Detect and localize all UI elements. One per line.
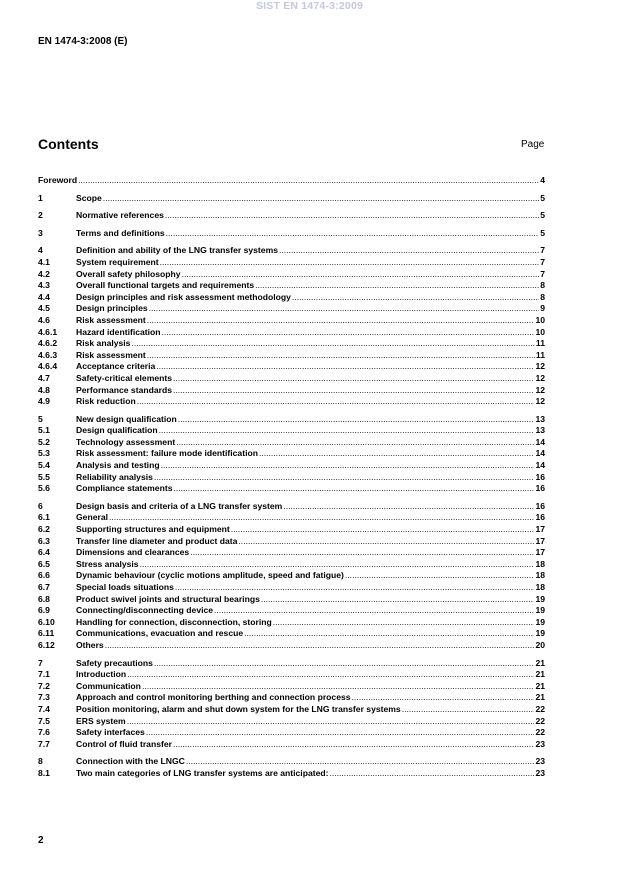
toc-entry-title: Two main categories of LNG transfer systems are anticipated:: [76, 767, 329, 778]
toc-entry-page: 16: [535, 512, 545, 523]
toc-entry[interactable]: [38, 385, 545, 397]
toc-entry-page: 5: [540, 192, 545, 203]
toc-entry-title: Normative references: [76, 210, 164, 221]
toc-entry[interactable]: [38, 658, 545, 670]
toc-entry-number: 6.6: [38, 570, 50, 581]
toc-entry-title: Reliability analysis: [76, 471, 153, 482]
toc-dot-leader: [137, 396, 535, 408]
toc-entry-number: 4.1: [38, 256, 50, 267]
toc-entry[interactable]: [38, 350, 545, 362]
toc-entry-page: 12: [535, 396, 545, 407]
toc-entry[interactable]: [38, 739, 545, 751]
toc-entry-title: Supporting structures and equipment: [76, 524, 230, 535]
toc-entry-title: New design qualification: [76, 413, 177, 424]
toc-entry-number: 5.1: [38, 425, 50, 436]
toc-section: [38, 414, 545, 495]
toc-entry-number: 4.6.1: [38, 326, 58, 337]
toc-entry-number: 4.3: [38, 280, 50, 291]
toc-entry-page: 5: [540, 227, 545, 238]
toc-entry[interactable]: [38, 640, 545, 652]
toc-entry-number: 4.9: [38, 396, 50, 407]
toc-entry-title: Design qualification: [76, 425, 158, 436]
toc-entry-page: 9: [540, 303, 545, 314]
toc-dot-leader: [283, 501, 534, 513]
toc-entry-number: 5.4: [38, 460, 50, 471]
toc-entry-title: Stress analysis: [76, 558, 139, 569]
toc-entry[interactable]: [38, 315, 545, 327]
toc-entry-title: Connection with the LNGC: [76, 756, 185, 767]
toc-dot-leader: [142, 681, 535, 693]
toc-entry-number: 6.9: [38, 605, 50, 616]
toc-entry[interactable]: [38, 727, 545, 739]
toc-entry-title: Risk assessment: failure mode identification: [76, 448, 258, 459]
toc-entry[interactable]: [38, 303, 545, 315]
toc-entry[interactable]: [38, 175, 545, 187]
toc-entry[interactable]: [38, 669, 545, 681]
toc-entry-number: 6.5: [38, 558, 50, 569]
toc-entry-page: 7: [540, 245, 545, 256]
toc-entry-page: 8: [540, 291, 545, 302]
toc-dot-leader: [173, 373, 534, 385]
toc-entry[interactable]: [38, 559, 545, 571]
toc-entry-page: 23: [535, 756, 545, 767]
toc-entry-title: Introduction: [76, 669, 127, 680]
toc-entry-page: 19: [535, 628, 545, 639]
toc-entry-page: 7: [540, 256, 545, 267]
toc-entry-title: General: [76, 512, 109, 523]
toc-entry-title: Foreword: [38, 175, 78, 185]
toc-entry-number: 4: [38, 245, 43, 256]
toc-dot-leader: [329, 768, 534, 780]
toc-dot-leader: [176, 437, 534, 449]
toc-dot-leader: [402, 704, 535, 716]
toc-entry-number: 1: [38, 192, 43, 203]
toc-entry-number: 8: [38, 756, 43, 767]
document-id: EN 1474-3:2008 (E): [38, 36, 128, 47]
toc-dot-leader: [175, 582, 535, 594]
toc-entry-title: Design principles: [76, 303, 148, 314]
toc-entry-page: 8: [540, 280, 545, 291]
toc-entry[interactable]: [38, 210, 545, 222]
toc-entry-page: 12: [535, 384, 545, 395]
toc-section: [38, 210, 545, 222]
toc-entry[interactable]: [38, 768, 545, 780]
toc-entry-page: 11: [535, 338, 545, 349]
toc-entry[interactable]: [38, 245, 545, 257]
toc-dot-leader: [103, 193, 539, 205]
toc-dot-leader: [244, 628, 534, 640]
toc-dot-leader: [166, 228, 540, 240]
toc-dot-leader: [147, 315, 535, 327]
toc-entry[interactable]: [38, 582, 545, 594]
toc-dot-leader: [231, 524, 535, 536]
toc-entry-page: 19: [535, 593, 545, 604]
toc-dot-leader: [345, 570, 535, 582]
toc-entry[interactable]: [38, 716, 545, 728]
toc-entry-number: 5.5: [38, 471, 50, 482]
toc-entry[interactable]: [38, 605, 545, 617]
toc-entry-title: Performance standards: [76, 384, 172, 395]
toc-entry-page: 7: [540, 268, 545, 279]
toc-entry-page: 13: [535, 425, 545, 436]
toc-entry-page: 22: [535, 703, 545, 714]
toc-section: [38, 658, 545, 751]
toc-entry[interactable]: [38, 756, 545, 768]
toc-entry-title: Acceptance criteria: [76, 361, 156, 372]
toc-entry-number: 5.6: [38, 483, 50, 494]
toc-entry-page: 18: [535, 570, 545, 581]
toc-entry-number: 5.3: [38, 448, 50, 459]
toc-entry-page: 21: [535, 680, 545, 691]
toc-entry-number: 2: [38, 210, 43, 221]
toc-entry-title: Risk analysis: [76, 338, 131, 349]
toc-entry-number: 7.3: [38, 692, 50, 703]
toc-entry-page: 17: [535, 547, 545, 558]
toc-entry-page: 21: [535, 657, 545, 668]
toc-entry[interactable]: [38, 257, 545, 269]
table-of-contents: [38, 175, 545, 786]
toc-dot-leader: [149, 303, 540, 315]
toc-entry[interactable]: [38, 628, 545, 640]
toc-entry-page: 20: [535, 639, 545, 650]
toc-entry-page: 4: [540, 175, 545, 185]
toc-entry-title: Transfer line diameter and product data: [76, 535, 238, 546]
toc-entry-title: Overall functional targets and requirements: [76, 280, 255, 291]
toc-entry[interactable]: [38, 327, 545, 339]
toc-entry-page: 22: [535, 727, 545, 738]
toc-entry-number: 6.4: [38, 547, 50, 558]
toc-entry[interactable]: [38, 692, 545, 704]
toc-entry[interactable]: [38, 396, 545, 408]
toc-entry-page: 18: [535, 558, 545, 569]
toc-entry-page: 14: [535, 448, 545, 459]
toc-entry-title: Overall safety philosophy: [76, 268, 181, 279]
toc-entry-title: Dimensions and clearances: [76, 547, 190, 558]
toc-dot-leader: [261, 594, 535, 606]
toc-entry-number: 5: [38, 413, 43, 424]
toc-dot-leader: [238, 536, 534, 548]
toc-entry-page: 22: [535, 715, 545, 726]
toc-entry-title: ERS system: [76, 715, 126, 726]
toc-entry-page: 19: [535, 616, 545, 627]
toc-entry[interactable]: [38, 448, 545, 460]
toc-entry-page: 17: [535, 535, 545, 546]
toc-entry-title: Safety-critical elements: [76, 372, 173, 383]
toc-entry-page: 19: [535, 605, 545, 616]
toc-entry-title: Design principles and risk assessment methodology: [76, 291, 291, 302]
toc-entry[interactable]: [38, 483, 545, 495]
toc-entry-number: 4.6: [38, 314, 50, 325]
toc-entry-number: 5.2: [38, 436, 50, 447]
toc-entry-title: Position monitoring, alarm and shut down system for the LNG transfer systems: [76, 703, 401, 714]
toc-entry-number: 6.8: [38, 593, 50, 604]
toc-entry-number: 6.3: [38, 535, 50, 546]
page-number: 2: [38, 835, 44, 846]
toc-entry-page: 12: [535, 361, 545, 372]
toc-dot-leader: [147, 350, 535, 362]
toc-entry-page: 18: [535, 582, 545, 592]
toc-dot-leader: [162, 327, 535, 339]
toc-section: [38, 756, 545, 779]
toc-entry-number: 7.7: [38, 738, 50, 749]
toc-entry-page: 11: [535, 349, 545, 360]
toc-dot-leader: [182, 269, 540, 281]
toc-dot-leader: [146, 727, 535, 739]
toc-entry-page: 16: [535, 483, 545, 494]
toc-entry-title: Others: [76, 639, 104, 650]
toc-entry-page: 23: [535, 767, 545, 778]
toc-entry-title: Terms and definitions: [76, 227, 165, 238]
toc-entry[interactable]: [38, 437, 545, 449]
toc-dot-leader: [109, 512, 534, 524]
toc-entry[interactable]: [38, 373, 545, 385]
toc-entry-title: Definition and ability of the LNG transfer systems: [76, 245, 278, 256]
toc-dot-leader: [160, 257, 540, 269]
toc-dot-leader: [292, 292, 539, 304]
toc-dot-leader: [127, 669, 534, 681]
toc-entry-title: Safety interfaces: [76, 727, 145, 738]
toc-section: [38, 175, 545, 187]
toc-entry-title: Communications, evacuation and rescue: [76, 628, 244, 639]
toc-dot-leader: [127, 716, 535, 728]
toc-entry[interactable]: [38, 594, 545, 606]
toc-entry-title: Risk reduction: [76, 396, 136, 407]
watermark-text: SIST EN 1474-3:2009: [255, 0, 364, 12]
toc-section: [38, 228, 545, 240]
toc-entry-number: 7.5: [38, 715, 50, 726]
toc-entry-number: 6.11: [38, 628, 55, 639]
toc-entry-page: 17: [535, 524, 545, 535]
toc-entry[interactable]: [38, 536, 545, 548]
toc-entry[interactable]: [38, 547, 545, 559]
toc-entry[interactable]: [38, 472, 545, 484]
toc-dot-leader: [255, 280, 539, 292]
toc-dot-leader: [159, 425, 535, 437]
toc-entry-number: 4.6.2: [38, 338, 58, 349]
toc-section: [38, 245, 545, 407]
toc-entry[interactable]: [38, 361, 545, 373]
toc-entry-number: 7.4: [38, 703, 50, 714]
toc-dot-leader: [178, 414, 535, 426]
toc-entry-number: 7.6: [38, 727, 50, 738]
toc-entry-number: 6.12: [38, 639, 55, 650]
toc-entry-page: 14: [535, 436, 545, 447]
toc-entry-title: Connecting/disconnecting device: [76, 605, 214, 616]
toc-entry-title: Hazard identification: [76, 326, 161, 337]
toc-entry-title: Compliance statements: [76, 483, 173, 494]
toc-dot-leader: [165, 210, 539, 222]
toc-entry-title: Technology assessment: [76, 436, 176, 447]
toc-entry[interactable]: [38, 524, 545, 536]
toc-dot-leader: [214, 605, 534, 617]
toc-entry-number: 6.2: [38, 524, 50, 535]
toc-entry[interactable]: [38, 681, 545, 693]
toc-entry[interactable]: [38, 512, 545, 524]
toc-entry-page: 10: [535, 326, 545, 337]
toc-dot-leader: [131, 338, 534, 350]
toc-dot-leader: [156, 361, 534, 373]
toc-entry-title: Control of fluid transfer: [76, 738, 172, 749]
toc-entry-title: Handling for connection, disconnection, storing: [76, 616, 272, 627]
toc-entry-title: Safety precautions: [76, 657, 153, 668]
page-column-label: Page: [521, 139, 545, 150]
toc-entry-number: 3: [38, 227, 43, 238]
toc-entry-title: Communication: [76, 680, 141, 691]
toc-entry-number: 4.7: [38, 372, 50, 383]
toc-entry-title: Dynamic behaviour (cyclic motions amplitude, speed and fatigue): [76, 570, 344, 581]
toc-entry-page: 21: [535, 692, 545, 703]
toc-entry-number: 7.2: [38, 680, 50, 691]
toc-entry-number: 4.6.4: [38, 361, 58, 372]
toc-dot-leader: [173, 739, 534, 751]
toc-entry-page: 12: [535, 372, 545, 383]
toc-entry-page: 16: [535, 500, 545, 511]
toc-entry[interactable]: [38, 414, 545, 426]
toc-entry-page: 14: [535, 460, 545, 471]
toc-entry-title: Special loads situations: [76, 582, 174, 592]
toc-entry[interactable]: [38, 704, 545, 716]
toc-dot-leader: [78, 175, 539, 187]
toc-entry-number: 6.1: [38, 512, 50, 523]
toc-entry-title: Design basis and criteria of a LNG transfer system: [76, 500, 283, 511]
toc-entry[interactable]: [38, 269, 545, 281]
toc-entry-page: 10: [535, 314, 545, 325]
toc-entry-page: 16: [535, 471, 545, 482]
toc-entry-title: Analysis and testing: [76, 460, 160, 471]
toc-section: [38, 501, 545, 652]
toc-entry-page: 13: [535, 413, 545, 424]
toc-entry-title: Risk assessment: [76, 349, 146, 360]
toc-entry-title: System requirement: [76, 256, 159, 267]
toc-dot-leader: [352, 692, 535, 704]
toc-entry-number: 4.5: [38, 303, 50, 314]
toc-dot-leader: [279, 245, 539, 257]
toc-entry-title: Approach and control monitoring berthing and connection process: [76, 692, 351, 703]
toc-dot-leader: [173, 483, 534, 495]
toc-entry-number: 6.10: [38, 616, 55, 627]
toc-entry-number: 4.6.3: [38, 349, 58, 360]
toc-entry-number: 6.7: [38, 582, 50, 592]
toc-entry-page: 23: [535, 738, 545, 749]
toc-dot-leader: [140, 559, 535, 571]
toc-dot-leader: [273, 617, 535, 629]
toc-entry-title: Risk assessment: [76, 314, 146, 325]
toc-dot-leader: [154, 472, 535, 484]
toc-entry[interactable]: [38, 292, 545, 304]
toc-entry-number: 7.1: [38, 669, 50, 680]
toc-dot-leader: [161, 460, 535, 472]
toc-dot-leader: [154, 658, 535, 670]
toc-entry[interactable]: [38, 460, 545, 472]
toc-dot-leader: [259, 448, 534, 460]
toc-dot-leader: [105, 640, 535, 652]
toc-entry-number: 7: [38, 657, 43, 668]
toc-entry-number: 8.1: [38, 767, 50, 778]
toc-entry-page: 21: [535, 669, 545, 680]
toc-entry[interactable]: [38, 501, 545, 513]
toc-entry-number: 4.4: [38, 291, 50, 302]
toc-entry[interactable]: [38, 280, 545, 292]
toc-entry[interactable]: [38, 228, 545, 240]
toc-entry-title: Scope: [76, 192, 102, 203]
toc-entry-number: 4.2: [38, 268, 50, 279]
toc-entry[interactable]: [38, 617, 545, 629]
toc-entry-title: Product swivel joints and structural bearings: [76, 593, 260, 604]
toc-entry[interactable]: [38, 570, 545, 582]
toc-dot-leader: [190, 547, 534, 559]
toc-entry[interactable]: [38, 193, 545, 205]
toc-dot-leader: [186, 756, 535, 768]
toc-entry[interactable]: [38, 425, 545, 437]
toc-section: [38, 193, 545, 205]
toc-entry-number: 6: [38, 500, 43, 511]
contents-title: Contents: [38, 136, 99, 152]
toc-entry[interactable]: [38, 338, 545, 350]
toc-entry-page: 5: [540, 210, 545, 221]
toc-entry-number: 4.8: [38, 384, 50, 395]
toc-dot-leader: [173, 385, 534, 397]
